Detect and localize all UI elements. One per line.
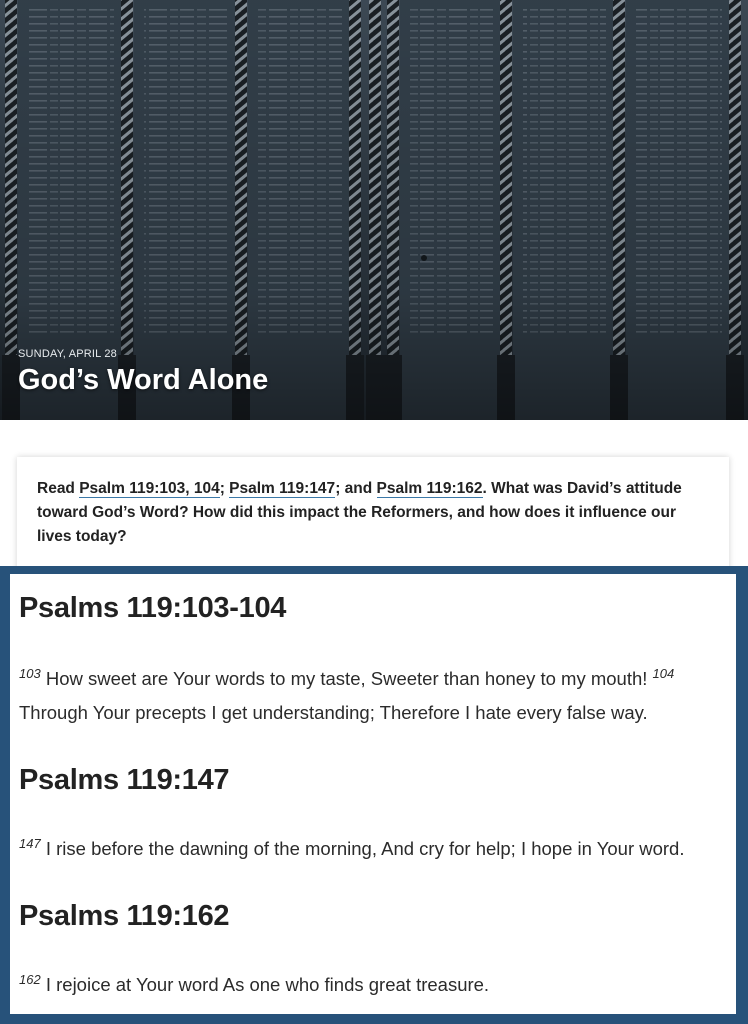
verse-text: Through Your precepts I get understanding; Therefore I hate every false way. (19, 702, 648, 723)
verse-number: 103 (19, 665, 41, 681)
question-separator: ; (219, 480, 230, 497)
passage-text (19, 662, 731, 730)
passage-reference: Psalms 119:147 (19, 764, 230, 796)
scripture-popup-frame (0, 566, 748, 1024)
link-psalm-119-162[interactable]: Psalm 119:162 (376, 480, 483, 497)
passage-text (19, 968, 731, 1002)
question-intro: Read (37, 480, 80, 497)
post-date: SUNDAY, APRIL 28 (18, 348, 117, 360)
post-title: God’s Word Alone (18, 364, 269, 396)
link-psalm-119-147[interactable]: Psalm 119:147 (229, 480, 336, 497)
passage-reference: Psalms 119:162 (19, 900, 230, 932)
link-psalm-119-103-104[interactable]: Psalm 119:103, 104 (79, 480, 220, 497)
verse-number: 104 (652, 665, 675, 681)
study-question-card (17, 457, 729, 577)
question-separator: ; and (335, 480, 377, 497)
scripture-panel (10, 574, 736, 1014)
verse-number: 147 (19, 835, 41, 851)
verse-text: I rise before the dawning of the morning, And cry for help; I hope in Your word. (45, 838, 685, 859)
study-question (37, 477, 697, 549)
hero-banner (0, 0, 748, 420)
passage-reference: Psalms 119:103-104 (19, 592, 287, 624)
verse-text: How sweet are Your words to my taste, Sweeter than honey to my mouth! (45, 668, 648, 689)
passage-text (19, 832, 731, 866)
verse-text: I rejoice at Your word As one who finds great treasure. (45, 974, 490, 995)
question-body: . What was David’s attitude toward God’s Word? How did this impact the Reformers, and how does it influence our lives today? (37, 480, 682, 545)
verse-number: 162 (19, 971, 41, 987)
